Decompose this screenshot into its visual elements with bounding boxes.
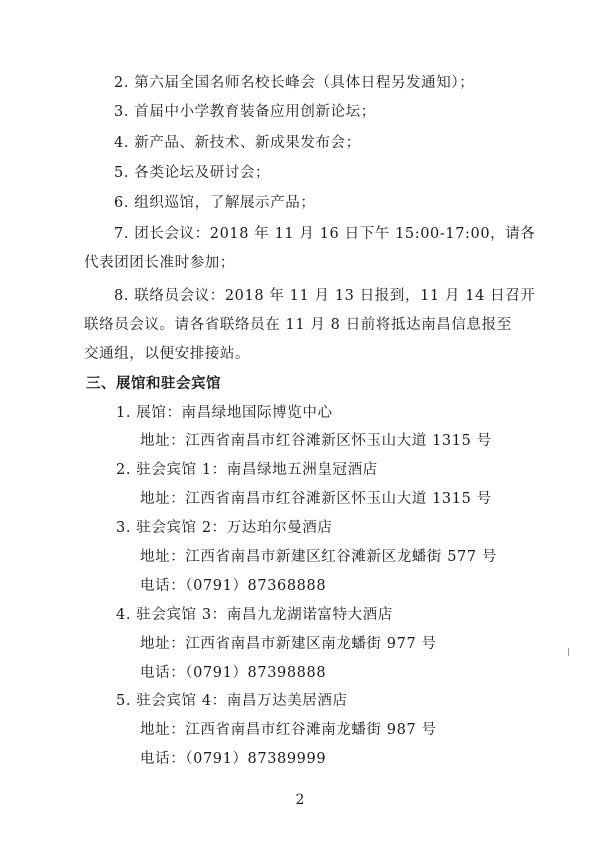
- list-item-continuation: 交通组，以便安排接站。: [84, 346, 251, 362]
- venue-address: 地址：江西省南昌市新建区红谷滩新区龙蟠街 577 号: [140, 549, 497, 565]
- venue-title: 2. 驻会宾馆 1：南昌绿地五洲皇冠酒店: [116, 462, 378, 478]
- venue-phone: 电话：（0791）87368888: [140, 578, 327, 594]
- list-item-continuation: 代表团团长准时参加；: [84, 255, 235, 271]
- venue-title: 4. 驻会宾馆 3：南昌九龙湖诺富特大酒店: [116, 607, 393, 623]
- venue-address: 地址：江西省南昌市新建区南龙蟠街 977 号: [140, 636, 437, 652]
- list-item: 2. 第六届全国名师名校长峰会（具体日程另发通知）；: [114, 75, 475, 91]
- list-item: 8. 联络员会议：2018 年 11 月 13 日报到，11 月 14 日召开: [114, 288, 536, 304]
- list-item-continuation: 联络员会议。请各省联络员在 11 月 8 日前将抵达南昌信息报至: [84, 317, 512, 333]
- list-item: 4. 新产品、新技术、新成果发布会；: [114, 135, 361, 151]
- venue-phone: 电话：（0791）87398888: [140, 665, 327, 681]
- list-item: 6. 组织巡馆，了解展示产品；: [114, 195, 316, 211]
- margin-mark: [568, 648, 569, 656]
- section-heading: 三、展馆和驻会宾馆: [86, 376, 221, 392]
- venue-address: 地址：江西省南昌市红谷滩新区怀玉山大道 1315 号: [140, 433, 492, 449]
- venue-address: 地址：江西省南昌市红谷滩新区怀玉山大道 1315 号: [140, 491, 492, 507]
- venue-phone: 电话：（0791）87389999: [140, 751, 327, 767]
- list-item: 3. 首届中小学教育装备应用创新论坛；: [114, 104, 376, 120]
- venue-title: 1. 展馆：南昌绿地国际博览中心: [116, 405, 333, 421]
- venue-title: 3. 驻会宾馆 2：万达珀尔曼酒店: [116, 520, 333, 536]
- list-item: 7. 团长会议：2018 年 11 月 16 日下午 15:00-17:00，请各: [114, 226, 536, 242]
- page-number: 2: [295, 792, 305, 808]
- list-item: 5. 各类论坛及研讨会；: [114, 165, 271, 181]
- venue-address: 地址：江西省南昌市红谷滩南龙蟠街 987 号: [140, 722, 437, 738]
- venue-title: 5. 驻会宾馆 4：南昌万达美居酒店: [116, 693, 348, 709]
